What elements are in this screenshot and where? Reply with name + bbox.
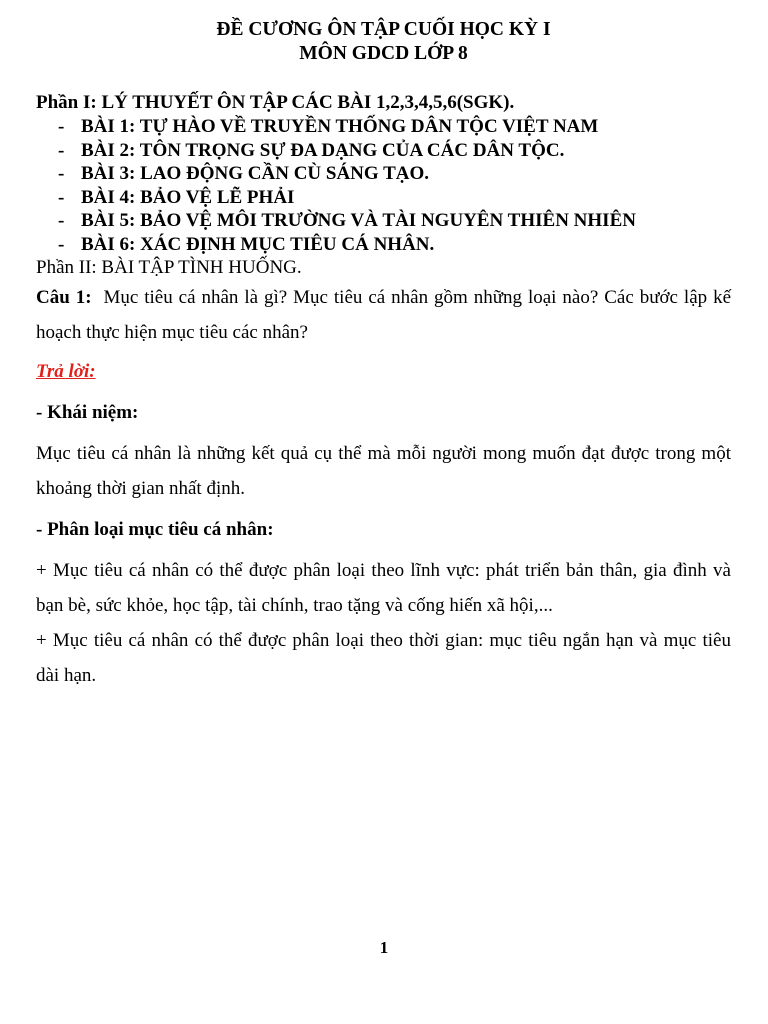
list-dash: - <box>58 139 65 161</box>
classification-heading: - Phân loại mục tiêu cá nhân: <box>36 519 274 540</box>
document-page <box>36 18 731 693</box>
question-text: Mục tiêu cá nhân là gì? Mục tiêu cá nhân gồm những loại nào? Các bước lập kế hoạch thực hiện mục tiêu các nhân? <box>36 287 731 343</box>
lesson-item-3 <box>36 162 731 186</box>
concept-heading: - Khái niệm: <box>36 402 139 423</box>
question-1 <box>36 280 731 350</box>
question-label: Câu 1: <box>36 287 92 308</box>
title-line-1: ĐỀ CƯƠNG ÔN TẬP CUỐI HỌC KỲ I <box>216 19 551 40</box>
lesson-item-2 <box>36 139 731 163</box>
title-line-2: MÔN GDCD LỚP 8 <box>299 43 468 64</box>
lesson-label: BÀI 2: TÔN TRỌNG SỰ ĐA DẠNG CỦA CÁC DÂN TỘC. <box>81 139 565 161</box>
lesson-list <box>36 115 731 256</box>
list-dash: - <box>58 163 65 184</box>
lesson-label: BÀI 4: BẢO VỆ LẼ PHẢI <box>81 186 295 208</box>
list-dash: - <box>58 186 65 208</box>
document-title <box>36 18 731 66</box>
lesson-item-4 <box>36 186 731 210</box>
lesson-label: BÀI 6: XÁC ĐỊNH MỤC TIÊU CÁ NHÂN. <box>81 233 435 255</box>
lesson-item-5 <box>36 209 731 233</box>
classification-item-1: + Mục tiêu cá nhân có thể được phân loại theo lĩnh vực: phát triển bản thân, gia đình và bạn bè, sức khỏe, học tập, tài chính, trao tặng và cống hiến xã hội,... <box>36 560 731 616</box>
part1-heading: Phần I: LÝ THUYẾT ÔN TẬP CÁC BÀI 1,2,3,4,5,6(SGK). <box>36 92 515 113</box>
classification-item-2: + Mục tiêu cá nhân có thể được phân loại theo thời gian: mục tiêu ngắn hạn và mục tiêu dài hạn. <box>36 630 731 686</box>
list-dash: - <box>58 210 65 231</box>
lesson-label: BÀI 3: LAO ĐỘNG CẦN CÙ SÁNG TẠO. <box>81 163 430 184</box>
part2-heading: Phần II: BÀI TẬP TÌNH HUỐNG. <box>36 257 302 278</box>
answer-label: Trả lời: <box>36 361 96 382</box>
lesson-label: BÀI 5: BẢO VỆ MÔI TRƯỜNG VÀ TÀI NGUYÊN THIÊN NHIÊN <box>81 210 636 231</box>
concept-text: Mục tiêu cá nhân là những kết quả cụ thể mà mỗi người mong muốn đạt được trong một khoảng thời gian nhất định. <box>36 443 731 499</box>
list-dash: - <box>58 116 65 137</box>
lesson-label: BÀI 1: TỰ HÀO VỀ TRUYỀN THỐNG DÂN TỘC VIỆT NAM <box>81 116 599 137</box>
lesson-item-6 <box>36 233 731 257</box>
page-number: 1 <box>379 938 389 957</box>
lesson-item-1 <box>36 115 731 139</box>
list-dash: - <box>58 233 65 255</box>
